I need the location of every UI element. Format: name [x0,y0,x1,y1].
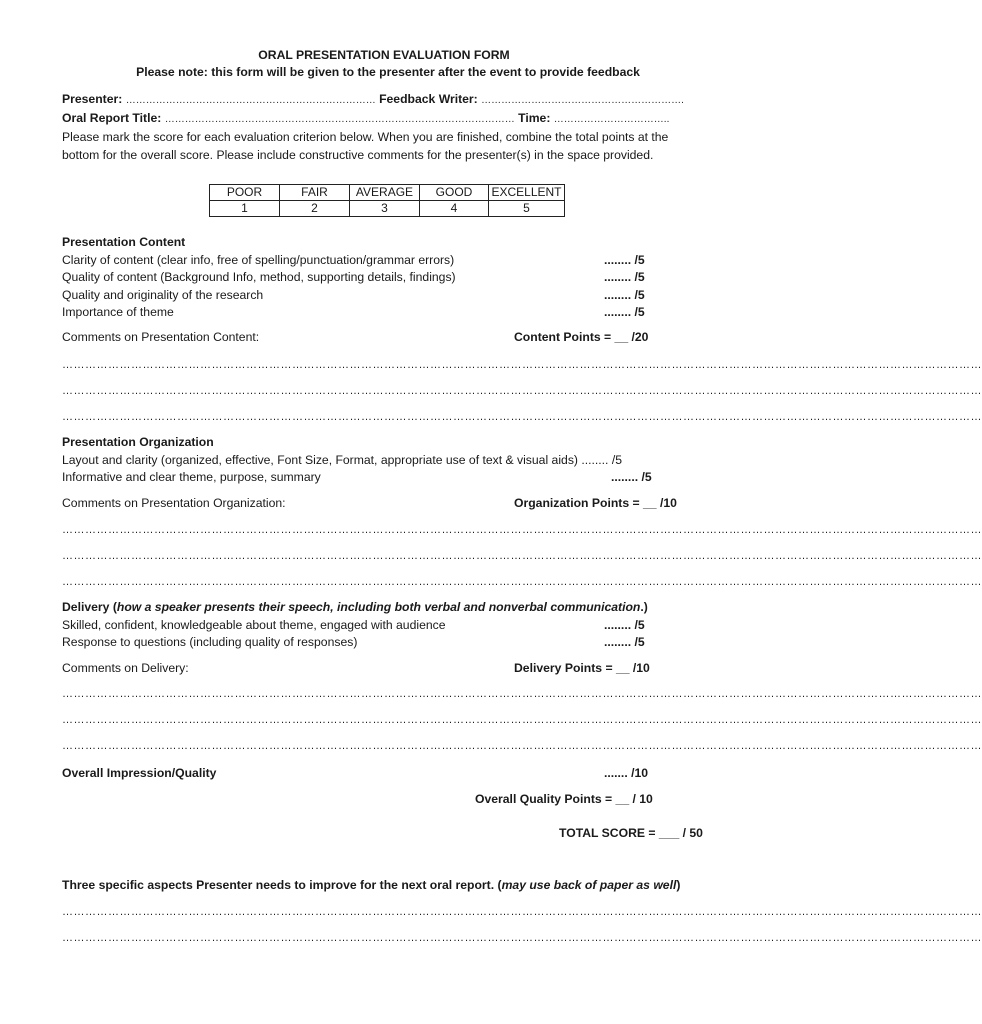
report-title-field[interactable]: …………………………………………………………………………………………… [164,114,515,125]
content-points: Content Points = __ /20 [514,330,649,344]
delivery-comments-label: Comments on Delivery: [62,661,189,675]
delivery-heading-end: .) [640,600,648,614]
criterion-score-field[interactable]: ........ /5 [611,470,652,484]
criterion-score-field[interactable]: ........ /5 [604,253,645,267]
form-note: Please note: this form will be given to the presenter after the event to provide feedback [136,65,640,79]
presenter-line [62,92,684,106]
scale-label: FAIR [280,185,350,201]
feedback-writer-field[interactable]: ……………………………………………………. [481,95,684,106]
presenter-field[interactable]: ………………………………………………………………… [125,95,376,106]
overall-score-field[interactable]: ....... /10 [604,766,649,780]
criterion-text: Importance of theme [62,305,174,319]
instructions-line-2: bottom for the overall score. Please include constructive comments for the presenter(s) in the space provided. [62,148,654,162]
organization-comments-label: Comments on Presentation Organization: [62,496,286,510]
improvement-prompt [62,878,680,892]
criterion-score-field[interactable]: ........ /5 [604,305,645,319]
rating-scale-table [209,184,565,217]
criterion-score-field[interactable]: ........ /5 [604,270,645,284]
comment-line[interactable]: …………………………………………………………………………………………………………………………………………………………………………………………………………………… [62,411,982,423]
comment-line[interactable]: …………………………………………………………………………………………………………………………………………………………………………………………………………………… [62,524,982,536]
improvement-prompt-end: ) [676,878,681,892]
overall-heading: Overall Impression/Quality [62,766,217,780]
criterion-text: Layout and clarity (organized, effective, Font Size, Format, appropriate use of text & visual aids) ........ /5 [62,453,622,467]
scale-value: 1 [210,201,280,217]
scale-value-row [210,201,565,217]
comment-line[interactable]: …………………………………………………………………………………………………………………………………………………………………………………………………………………… [62,576,982,588]
instructions-line-1: Please mark the score for each evaluation criterion below. When you are finished, combine the total points at the [62,130,669,144]
feedback-writer-label: Feedback Writer: [379,92,478,106]
delivery-heading-description: how a speaker presents their speech, including both verbal and nonverbal communication [116,600,641,614]
comment-line[interactable]: …………………………………………………………………………………………………………………………………………………………………………………………………………………… [62,385,982,397]
comment-line[interactable]: …………………………………………………………………………………………………………………………………………………………………………………………………………………… [62,740,982,752]
improvement-prompt-note: may use back of paper as well [501,878,677,892]
scale-label: AVERAGE [350,185,420,201]
scale-label: GOOD [420,185,489,201]
criterion-text: Quality of content (Background Info, method, supporting details, findings) [62,270,456,284]
scale-value: 2 [280,201,350,217]
improvement-line[interactable]: …………………………………………………………………………………………………………………………………………………………………………………………………………………… [62,932,982,944]
scale-label: POOR [210,185,280,201]
report-title-label: Oral Report Title: [62,111,162,125]
criterion-text: Clarity of content (clear info, free of spelling/punctuation/grammar errors) [62,253,455,267]
delivery-points: Delivery Points = __ /10 [514,661,650,675]
delivery-heading [62,600,648,614]
scale-label-row [210,185,565,201]
content-heading: Presentation Content [62,235,186,249]
total-score: TOTAL SCORE = ___ / 50 [559,826,703,840]
criterion-text: Response to questions (including quality of responses) [62,635,358,649]
criterion-score-field[interactable]: ........ /5 [604,635,645,649]
comment-line[interactable]: …………………………………………………………………………………………………………………………………………………………………………………………………………………… [62,550,982,562]
scale-label: EXCELLENT [489,185,565,201]
criterion-text: Skilled, confident, knowledgeable about theme, engaged with audience [62,618,446,632]
criterion-text: Quality and originality of the research [62,288,264,302]
criterion-score-field[interactable]: ........ /5 [604,618,645,632]
report-title-line [62,111,669,125]
improvement-prompt-text: Three specific aspects Presenter needs to improve for the next oral report. ( [62,878,502,892]
presenter-label: Presenter: [62,92,123,106]
organization-points: Organization Points = __ /10 [514,496,677,510]
scale-value: 3 [350,201,420,217]
criterion-score-field[interactable]: ........ /5 [604,288,645,302]
organization-heading: Presentation Organization [62,435,214,449]
scale-value: 4 [420,201,489,217]
criterion-text: Informative and clear theme, purpose, summary [62,470,321,484]
content-comments-label: Comments on Presentation Content: [62,330,260,344]
comment-line[interactable]: …………………………………………………………………………………………………………………………………………………………………………………………………………………… [62,359,982,371]
delivery-heading-title: Delivery ( [62,600,117,614]
time-field[interactable]: …………………………….. [553,114,670,125]
scale-value: 5 [489,201,565,217]
time-label: Time: [518,111,551,125]
comment-line[interactable]: …………………………………………………………………………………………………………………………………………………………………………………………………………………… [62,714,982,726]
overall-points: Overall Quality Points = __ / 10 [475,792,653,806]
improvement-line[interactable]: …………………………………………………………………………………………………………………………………………………………………………………………………………………… [62,906,982,918]
comment-line[interactable]: …………………………………………………………………………………………………………………………………………………………………………………………………………………… [62,688,982,700]
form-title: ORAL PRESENTATION EVALUATION FORM [258,48,510,62]
